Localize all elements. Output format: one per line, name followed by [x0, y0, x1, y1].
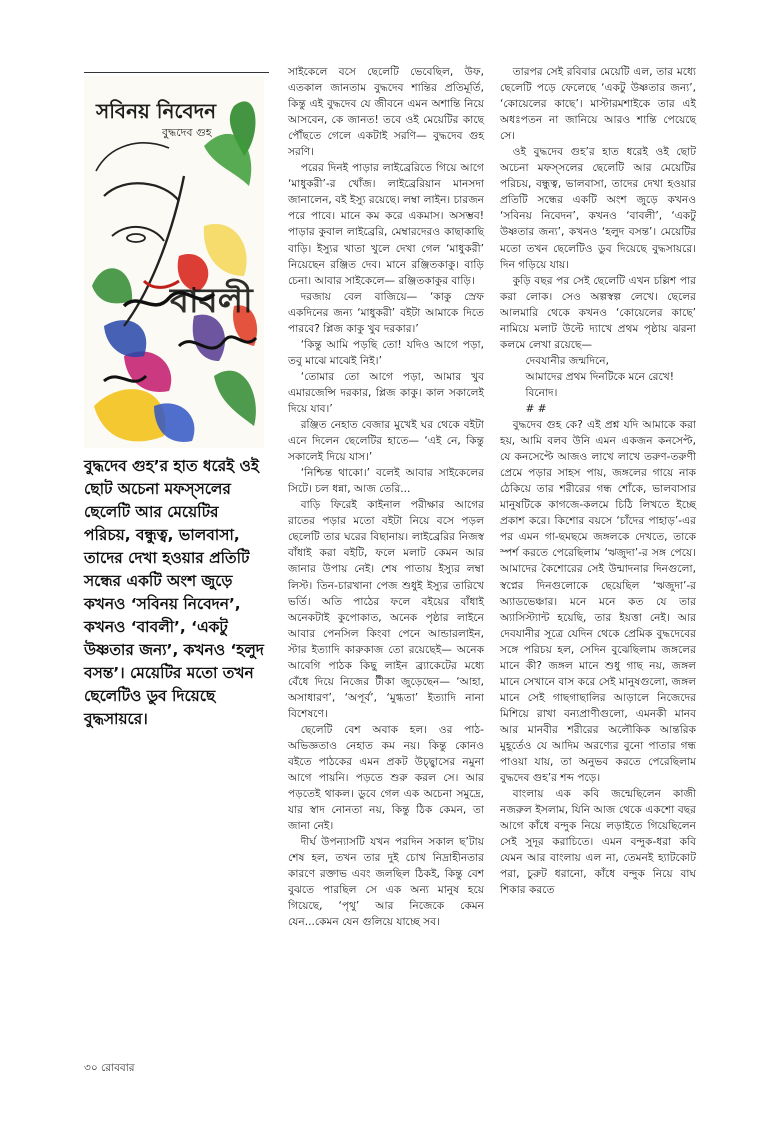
body-paragraph: রঞ্জিত নেহাত বেজার মুখেই ঘর থেকে বইটা এনে দিলেন ছেলেটির হাতে— ‘এই নে, কিন্তু সকালেই দিয়ে যাস।’	[288, 419, 484, 464]
inscription-line: বিনোদ।	[525, 386, 558, 399]
article-column-2	[500, 64, 696, 898]
pull-quote: বুদ্ধদেব গুহ’র হাত ধরেই ওই ছোট অচেনা মফস্সলের ছেলেটি আর মেয়েটির পরিচয়, বন্ধুত্ব, ভালবাসা, তাদের দেখা হওয়ার প্রতিটি সন্ধের একটি অংশ জুড়ে কখনও ‘সবিনয় নিবেদন’, কখনও ‘বাবলী’, ‘একটু উষ্ণতার জন্য’, কখনও ‘হলুদ বসন্ত’। মেয়েটির মতো তখন ছেলেটিও ডুব দিয়েছে বুদ্ধসায়রে।	[84, 457, 264, 728]
body-paragraph: দীর্ঘ উপন্যাসটি যখন পরদিন সকাল ছ’টায় শেষ হল, তখন তার দুই চোখ নিদ্রাহীনতার কারণে রক্তাভ এবং জলছিল ঠিকই, কিন্তু বেশ বুঝতে পারছিল সে এক অন্য মানুষ হয়ে গিয়েছে, ‘পৃথু’ আর নিজেকে কেমন যেন...কেমন যেন গুলিয়ে যাচ্ছে সব।	[288, 836, 484, 929]
body-paragraph: বাড়ি ফিরেই কাইনাল পরীক্ষার আগের রাতের পড়ার মতো বইটা নিয়ে বসে পড়ল ছেলেটি তার ঘরের বিছানায়। লাইব্রেরির নিজস্ব বাঁধাই করা বইটি, ফলে মলাট কেমন আর জানার উপায় নেই। শেষ পাতায় ইস্যুর লম্বা লিস্ট। তিন-চারখানা পেজ শুধুই ইস্যুর তারিখে ভর্তি। অতি পাঠের ফলে বইয়ের বাঁধাই অনেকটাই কুপোকাত, অনেক পৃষ্ঠার লাইনে আবার পেনসিল কিংবা পেনে আন্ডারলাইন, স্টার ইত্যাদি কারুকাজ তো রয়েছেই— অনেক আবেগি পাঠক কিছু লাইন ব্র্যাকেটের মধ্যে বেঁধে দিয়ে নিজের টীকা জুড়েছেন— ‘আহা, অসাধারণ’, ‘অপূর্ব’, ‘মুগ্ধতা’ ইত্যাদি নানা বিশেষণে।	[288, 499, 484, 720]
body-paragraph: কুড়ি বছর পর সেই ছেলেটি এখন চল্লিশ পার করা লোক। সেও অল্পস্বল্প লেখে। ছেলের আলমারি থেকে কখনও ‘কোয়েলের কাছে’ নামিয়ে মলাট উল্টে দ্যাখে প্রথম পৃষ্ঠায় ঝরনা কলমে লেখা রয়েছে—	[500, 274, 696, 351]
body-paragraph: ওই বুদ্ধদেব গুহ’র হাত ধরেই ওই ছোট অচেনা মফস্সলের ছেলেটি আর মেয়েটির পরিচয়, বন্ধুত্ব, ভালবাসা, তাদের দেখা হওয়ার প্রতিটি সন্ধের একটি অংশ জুড়ে কখনও ‘সবিনয় নিবেদন’, কখনও ‘বাবলী’, ‘একটু উষ্ণতার জন্য’, কখনও ‘হলুদ বসন্ত’। মেয়েটির মতো তখন ছেলেটিও ডুব দিয়েছে বুদ্ধসায়রে। দিন গড়িয়ে যায়।	[500, 146, 696, 271]
body-paragraph: তারপর সেই রবিবার মেয়েটি এল, তার মধ্যে ছেলেটি পড়ে ফেলেছে ‘একটু উষ্ণতার জন্য’, ‘কোয়েলের কাছে’। মাস্টারমশাইকে তার এই অধঃপতন না জানিয়ে আরও শান্তি পেয়েছে সে।	[500, 66, 696, 143]
body-paragraph: ‘তোমার তো আগে পড়া, আমার খুব এমারজেন্সি দরকার, প্লিজ কাকু। কাল সকালেই দিয়ে যাব।’	[288, 370, 484, 415]
body-paragraph: সাইকেলে বসে ছেলেটি ভেবেছিল, উফ, এতকাল জানতাম বুদ্ধদেব শান্তির প্রতিমূর্তি, কিন্তু এই বুদ্ধদেব যে জীবনে এমন অশান্তি নিয়ে আসবেন, কে জানত! তবে ওই মেয়েটির কাছে পৌঁছতে গেলে একটাই সরণি— বুদ্ধদেব গুহ সরণি।	[288, 66, 484, 159]
body-paragraph: ‘নিশ্চিন্ত থাকো।’ বলেই আবার সাইকেলের সিটে। চল ধন্না, আজ তেরি...	[288, 467, 484, 496]
body-paragraph: ‘কিন্তু আমি পড়ছি তো! যদিও আগে পড়া, তবু মাঝে মাঝেই নিই।’	[288, 338, 484, 367]
book-cover-image	[84, 76, 264, 448]
article-column-1	[288, 64, 484, 931]
cover-art-lettering: বাবলী	[170, 281, 253, 321]
body-paragraph: ছেলেটি বেশ অবাক হল। ওর পাঠ-অভিজ্ঞতাও নেহাত কম নয়। কিন্তু কোনও বইতে পাঠকের এমন প্রকট উচ্ছ্বাসের নমুনা আগে পায়নি। পড়তে শুরু করল সে। আর পড়তেই থাকল। ডুবে গেল এক অচেনা সমুদ্রে, যার স্বাদ নোনতা নয়, কিন্তু ঠিক কেমন, তা জানা নেই।	[288, 723, 484, 833]
cover-author: বুদ্ধদেব গুহ	[162, 126, 212, 139]
body-paragraph: দরজায় বেল বাজিয়ে— ‘কাকু স্রেফ একদিনের জন্য ‘মাধুকরী’ বইটা আমাকে দিতে পারবে? প্লিজ কাকু খুব দরকার।’	[288, 290, 484, 335]
body-paragraph: বাংলায় এক কবি জন্মেছিলেন কাজী নজরুল ইসলাম, যিনি আজ থেকে একশো বছর আগে কাঁধে বন্দুক নিয়ে লড়াইতে গিয়েছিলেন সেই সুদূর করাচিতে। এমন বন্দুক-ধরা কবি যেমন আর বাংলায় এল না, তেমনই হ্যাটকোট পরা, চুরুট ধরানো, কাঁধে বন্দুক নিয়ে বাঘ শিকার করতে	[500, 788, 696, 897]
section-separator: # #	[525, 402, 547, 415]
page-folio: ৩০ রোববার	[84, 1062, 135, 1074]
body-paragraph: পরের দিনই পাড়ার লাইব্রেরিতে গিয়ে আগে ‘মাধুকরী’-র খোঁজ। লাইব্রেরিয়ান মানসদা জানালেন, বই ইস্যু রয়েছে। লম্বা লাইন। চারজন পরে পাবে। মানে কম করে একমাস। অসম্ভব! পাড়ার কুবাল লাইব্রেরি, মেম্বারদেরও কাছাকাছি বাড়ি। ইস্যুর খাতা খুলে দেখা গেল ‘মাধুকরী’ নিয়েছেন রঞ্জিত দেব। মানে রঞ্জিতকাকু। বাড়ি চেনা। আবার সাইকেলে— রঞ্জিতকাকুর বাড়ি।	[288, 162, 484, 287]
inscription-line: আমাদের প্রথম দিনটিকে মনে রেখে!	[525, 370, 674, 383]
book-cover-art	[84, 76, 264, 448]
cover-title: সবিনয় নিবেদন	[96, 99, 217, 123]
inscription-line: দেবযানীর জন্মদিনে,	[525, 354, 609, 367]
body-paragraph: বুদ্ধদেব গুহ কে? এই প্রশ্ন যদি আমাকে করা হয়, আমি বলব উনি এমন একজন কনসেপ্ট, যে কনসেপ্টে আজও লাখে লাখে তরুণ-তরুণী প্রেমে পড়ার সাহস পায়, জঙ্গলের গায়ে নাক ঠেকিয়ে তার শরীরের গন্ধ শোঁকে, ভালবাসার মানুষটিকে কাগজে-কলমে চিঠি লিখতে ইচ্ছে প্রকাশ করে। কিশোর বয়সে ‘চাঁদের পাহাড়’-এর পর এমন গা-ছমছমে জঙ্গলকে দেখতে, তাকে স্পর্শ করতে পেরেছিলাম ‘ঋজুদা’-র সঙ্গ পেয়ে। আমাদের কৈশোরের সেই উন্মাদনার দিনগুলো, স্বপ্নের দিনগুলোকে ছেয়েছিল ‘ঋজুদা’-র অ্যাডভেঞ্চার। মনে মনে কত যে তার অ্যাসিস্ট্যান্ট হয়েছি, তার ইয়ত্তা নেই। আর দেবযানীর সূত্রে যেদিন থেকে প্রেমিক বুদ্ধদেবের সঙ্গে পরিচয় হল, সেদিন বুঝেছিলাম জঙ্গলের মানে কী? জঙ্গল মানে শুধু গাছ নয়, জঙ্গল মানে সেখানে বাস করে সেই মানুষগুলো, জঙ্গল মানে সেই গাছগাছালির আড়ালে নিজেদের মিশিয়ে রাখা বন্যপ্রাণীগুলো, এমনকী মানব আর মানবীর শরীরের অলৌকিক আন্তরিক মুহূর্তেও যে আদিম অরণ্যের বুনো পাতার গন্ধ পাওয়া যায়, তা অনুভব করতে পেরেছিলাম বুদ্ধদেব গুহ’র শব্দ পড়ে।	[500, 419, 696, 785]
top-rule	[84, 72, 269, 73]
